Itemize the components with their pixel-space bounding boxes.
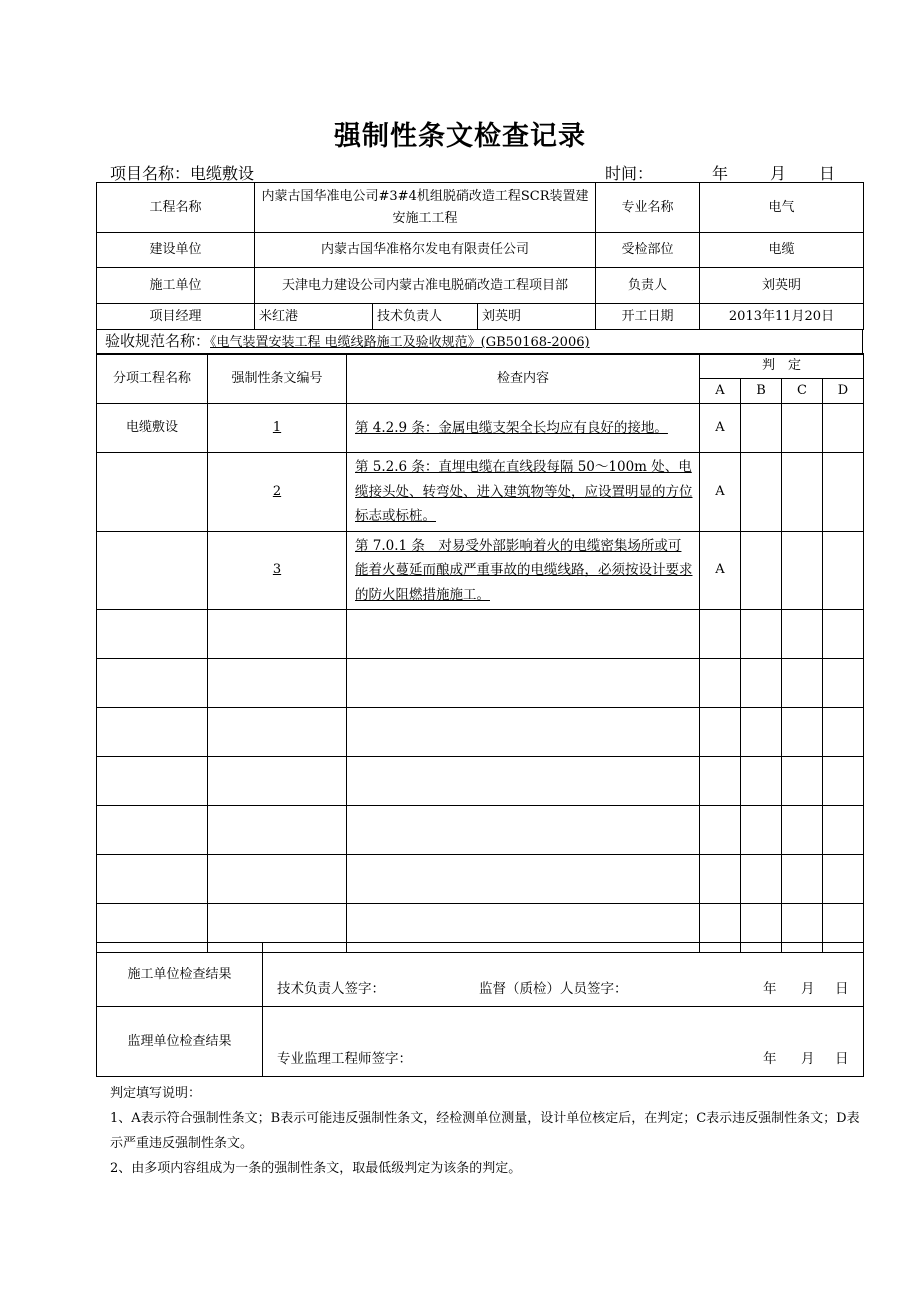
tech-label: 技术负责人 xyxy=(373,304,478,330)
construction-value: 天津电力建设公司内蒙古准电脱硝改造工程项目部 xyxy=(255,268,596,304)
empty-row xyxy=(97,610,864,659)
sign-month: 月 xyxy=(801,1051,815,1067)
col-sub-header: 分项工程名称 xyxy=(97,354,208,404)
row-sub xyxy=(97,453,208,532)
grade-b-header: B xyxy=(741,379,782,404)
inspected-part-value: 电缆 xyxy=(700,233,864,268)
engineer-sign-label: 专业监理工程师签字： xyxy=(277,1051,412,1067)
start-date-value: 2013年11月20日 xyxy=(700,304,864,330)
supervision-result-label: 监理单位检查结果 xyxy=(97,1007,263,1077)
row-grade-a: A xyxy=(700,531,741,610)
col-no-header: 强制性条文编号 xyxy=(208,354,347,404)
row-grade-a: A xyxy=(700,453,741,532)
row-grade-a: A xyxy=(700,404,741,453)
project-name-value: 内蒙古国华准电公司#3#4机组脱硝改造工程SCR装置建安施工工程 xyxy=(255,183,596,233)
time-label: 时间： xyxy=(605,164,654,183)
page-title: 强制性条文检查记录 xyxy=(334,121,586,152)
construction-label: 施工单位 xyxy=(97,268,255,304)
day-label: 日 xyxy=(819,164,836,183)
standard-row xyxy=(97,330,863,355)
sign-day: 日 xyxy=(835,981,849,997)
responsible-value: 刘英明 xyxy=(700,268,864,304)
table-row xyxy=(97,531,864,610)
row-no: 1 xyxy=(208,404,347,453)
standard-value: 《电气装置安装工程 电缆线路施工及验收规范》(GB50168-2006) xyxy=(210,335,590,350)
grade-a-header: A xyxy=(700,379,741,404)
standard-table xyxy=(96,329,863,355)
empty-row xyxy=(97,757,864,806)
notes-heading: 判定填写说明： xyxy=(110,1086,202,1101)
row-sub xyxy=(97,531,208,610)
inspected-part-label: 受检部位 xyxy=(596,233,700,268)
tech-sign-label: 技术负责人签字： xyxy=(277,981,385,997)
empty-row xyxy=(97,708,864,757)
row-no: 3 xyxy=(208,531,347,610)
month-label: 月 xyxy=(770,164,787,183)
sign-day: 日 xyxy=(835,1051,849,1067)
construction-result-label: 施工单位检查结果 xyxy=(97,943,263,1007)
info-table xyxy=(96,182,864,330)
tech-value: 刘英明 xyxy=(478,304,596,330)
project-name-label: 项目名称：电缆敷设 xyxy=(110,164,255,183)
sign-table xyxy=(96,942,864,1077)
standard-label: 验收规范名称： xyxy=(105,332,211,350)
notes-line-1: 1、A表示符合强制性条文；B表示可能违反强制性条文，经检测单位测量，设计单位核定后，在判定；C表示违反强制性条文；D表示严重违反强制性条文。 xyxy=(110,1111,860,1151)
empty-row xyxy=(97,659,864,708)
builder-label: 建设单位 xyxy=(97,233,255,268)
year-label: 年 xyxy=(712,164,729,183)
row-sub: 电缆敷设 xyxy=(97,404,208,453)
row-content: 第 4.2.9 条：金属电缆支架全长均应有良好的接地。 xyxy=(347,404,700,453)
grade-c-header: C xyxy=(782,379,823,404)
meta-row xyxy=(110,159,840,183)
table-row xyxy=(97,404,864,453)
sign-year: 年 xyxy=(763,981,777,997)
sign-month: 月 xyxy=(801,981,815,997)
row-no: 2 xyxy=(208,453,347,532)
construction-sign-area xyxy=(263,943,864,1007)
builder-value: 内蒙古国华准格尔发电有限责任公司 xyxy=(255,233,596,268)
supervision-sign-area xyxy=(263,1007,864,1077)
empty-row xyxy=(97,806,864,855)
major-label: 专业名称 xyxy=(596,183,700,233)
inspection-table xyxy=(96,353,864,953)
notes-line-2: 2、由多项内容组成为一条的强制性条文，取最低级判定为该条的判定。 xyxy=(110,1161,522,1176)
col-content-header: 检查内容 xyxy=(347,354,700,404)
project-name-label-cell: 工程名称 xyxy=(97,183,255,233)
pm-value: 米红港 xyxy=(255,304,373,330)
row-content: 第 7.0.1 条 对易受外部影响着火的电缆密集场所或可能着火蔓延而酿成严重事故的电缆线路，必须按设计要求的防火阻燃措施施工。 xyxy=(347,531,700,610)
pm-label: 项目经理 xyxy=(97,304,255,330)
row-content: 第 5.2.6 条：直埋电缆在直线段每隔 50～100m 处、电缆接头处、转弯处、进入建筑物等处，应设置明显的方位标志或标桩。 xyxy=(347,453,700,532)
start-date-label: 开工日期 xyxy=(596,304,700,330)
empty-row xyxy=(97,855,864,904)
sign-year: 年 xyxy=(763,1051,777,1067)
qc-sign-label: 监督（质检）人员签字： xyxy=(479,981,628,997)
col-judge-header: 判 定 xyxy=(700,354,864,379)
table-row xyxy=(97,453,864,532)
major-value: 电气 xyxy=(700,183,864,233)
responsible-label: 负责人 xyxy=(596,268,700,304)
judgement-notes xyxy=(110,1081,862,1181)
grade-d-header: D xyxy=(823,379,864,404)
